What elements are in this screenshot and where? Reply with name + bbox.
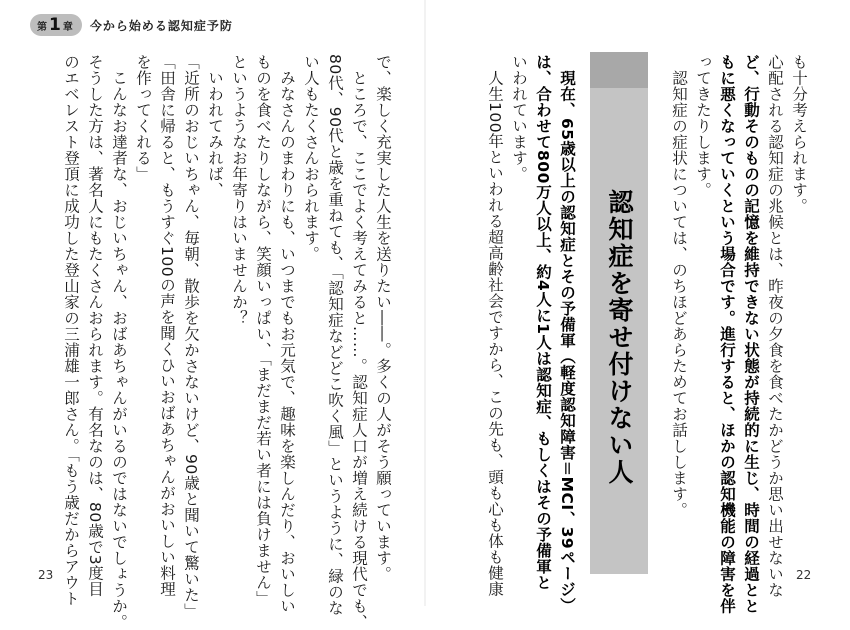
section-title: 認知症を寄せ付けない人 <box>605 188 634 486</box>
text-column: そうした方は、著名人にもたくさんおられます。有名なのは、80歳で3度目 <box>86 54 104 598</box>
gutter <box>424 0 426 606</box>
text-column: いわれています。 <box>510 54 528 182</box>
text-column: 人生100年といわれる超高齢社会ですから、この先も、頭も心も体も健康 <box>486 70 504 598</box>
text-column: 認知症の症状については、のちほどあらためてお話しします。 <box>670 70 688 518</box>
chapter-suffix: 章 <box>62 21 73 33</box>
chapter-header <box>30 14 233 36</box>
text-column-bold: ど、行動そのものの記憶を維持できない状態が持続的に生じ、時間の経過とと <box>742 54 760 614</box>
text-column: いわれてみれば、 <box>206 70 224 198</box>
chapter-prefix: 第 <box>37 21 47 33</box>
text-column-bold: もに悪くなっていくという場合です。進行すると、ほかの認知機能の障害を伴 <box>718 54 736 614</box>
page-number-right: 22 <box>796 568 812 582</box>
text-column-bold: は、合わせて800万人以上、約4人に1人は認知症、もしくはその予備軍と <box>534 54 552 591</box>
text-column: 「近所のおじいちゃん、毎朝、散歩を欠かさないけど、90歳と聞いて驚いた」 <box>182 54 200 619</box>
text-column: も十分考えられます。 <box>790 54 808 214</box>
text-column: 心配される認知症の兆候とは、昨夜の夕食を食べたかどうか思い出せないな <box>766 54 784 598</box>
text-column-bold: 現在、65歳以上の認知症とその予備軍（軽度認知障害＝MCI、39ページ） <box>558 70 576 614</box>
text-column: を作ってくれる」 <box>134 54 152 182</box>
text-column: のエベレスト登頂に成功した登山家の三浦雄一郎さん。「もう歳だからアウト <box>62 54 80 607</box>
section-heading-box <box>590 52 648 574</box>
text-column: 80代、90代と歳を重ねても、「認知症などどこ吹く風」というように、緑のな <box>326 54 344 616</box>
text-column: というようなお年寄りはいませんか？ <box>230 54 248 326</box>
chapter-number: 1 <box>49 15 61 35</box>
text-column: ものを食べたりしながら、笑顔いっぱい、「まだまだ若い者には負けません」 <box>254 54 272 607</box>
text-column: い人もたくさんおられます。 <box>302 54 320 262</box>
text-column: ってきたりします。 <box>694 54 712 198</box>
page-number-left: 23 <box>38 568 54 582</box>
text-column: みなさんのまわりにも、いつまでもお元気で、趣味を楽しんだり、おいしい <box>278 70 296 614</box>
text-column: 「田舎に帰ると、もうすぐ100の声を聞くひいおばあちゃんがおいしい料理 <box>158 54 176 598</box>
chapter-title: 今から始める認知症予防 <box>89 18 233 33</box>
text-column: こんなお達者な、おじいちゃん、おばあちゃんがいるのではないでしょうか。 <box>110 70 128 630</box>
text-column: で、楽しく充実した人生を送りたい――。多くの人がそう願っています。 <box>374 54 392 582</box>
text-column: ところで、ここでよく考えてみると……。認知症人口が増え続ける現代でも、 <box>350 70 368 630</box>
chapter-badge <box>30 14 82 36</box>
